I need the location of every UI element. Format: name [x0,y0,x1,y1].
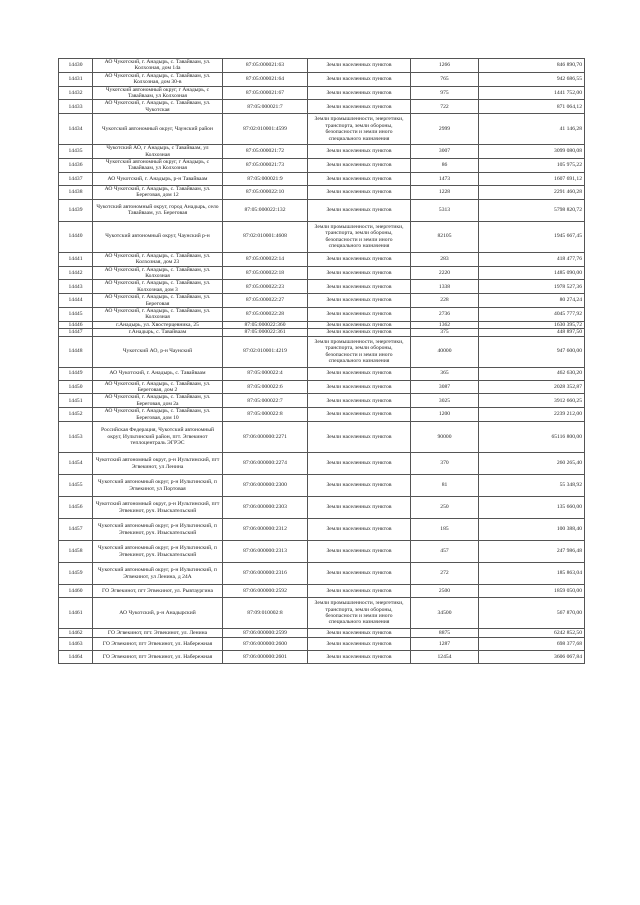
row-number-cell: 14444 [59,294,93,308]
row-number-cell: 14449 [59,367,93,380]
address-cell: АО Чукотский, г. Анадырь, с. Тавайваам, ул. Береговая [93,294,223,308]
cadastral-value-cell: 846 890,70 [479,59,585,73]
cadastral-value-cell: 2028 352,87 [479,380,585,394]
cadastral-number-cell: 87:06:000000:2271 [223,422,308,453]
row-number-cell: 14457 [59,519,93,541]
table-row [59,585,585,598]
row-number-cell: 14440 [59,221,93,252]
address-cell: АО Чукотский, г. Анадырь, р-н Тавайваам [93,172,223,185]
area-cell: 1338 [411,280,479,294]
row-number-cell: 14453 [59,422,93,453]
row-number-cell: 14430 [59,59,93,73]
table-row [59,252,585,266]
row-number-cell: 14434 [59,114,93,145]
land-category-cell: Земли населенных пунктов [308,172,411,185]
table-row [59,367,585,380]
table-row [59,380,585,394]
land-category-cell: Земли населенных пунктов [308,563,411,585]
cadastral-value-cell: 1978 527,36 [479,280,585,294]
cadastral-value-cell: 4045 777,92 [479,307,585,321]
cadastral-number-cell: 87:06:000000:2316 [223,563,308,585]
address-cell: АО Чукотский, г. Анадырь, с. Тавайваам, ул. Береговая, дом 10 [93,408,223,422]
address-cell: АО Чукотский, г. Анадырь, с. Тавайваам, ул. Колхозная [93,266,223,280]
land-category-cell: Земли населенных пунктов [308,321,411,328]
area-cell: 765 [411,72,479,86]
area-cell: 81 [411,475,479,497]
cadastral-number-cell: 87:02:010001:4219 [223,336,308,367]
area-cell: 365 [411,367,479,380]
land-category-cell: Земли населенных пунктов [308,86,411,100]
row-number-cell: 14456 [59,497,93,519]
cadastral-value-cell: 462 630,20 [479,367,585,380]
cadastral-value-cell: 871 064,12 [479,100,585,114]
cadastral-number-cell: 87:06:000000:2600 [223,638,308,651]
cadastral-value-cell: 1945 667,45 [479,221,585,252]
area-cell: 370 [411,453,479,475]
land-category-cell: Земли населенных пунктов [308,59,411,73]
cadastral-number-cell: 87:05:000022:23 [223,280,308,294]
table-row [59,294,585,308]
cadastral-number-cell: 87:05:000022:28 [223,307,308,321]
table-row [59,563,585,585]
row-number-cell: 14437 [59,172,93,185]
area-cell: 12454 [411,651,479,664]
cadastral-value-cell: 260 265,40 [479,453,585,475]
address-cell: Чукотский АО, р-н Чаунский [93,336,223,367]
cadastral-number-cell: 87:05:000022:361 [223,329,308,336]
address-cell: ГО Эгвекинот, пгт Эгвекинот, ул. Набережная [93,651,223,664]
row-number-cell: 14442 [59,266,93,280]
area-cell: 457 [411,541,479,563]
land-category-cell: Земли населенных пунктов [308,307,411,321]
land-category-cell: Земли населенных пунктов [308,280,411,294]
cadastral-value-cell: 947 600,00 [479,336,585,367]
row-number-cell: 14447 [59,329,93,336]
land-category-cell: Земли населенных пунктов [308,145,411,159]
cadastral-number-cell: 87:05:000021:63 [223,59,308,73]
row-number-cell: 14455 [59,475,93,497]
land-category-cell: Земли населенных пунктов [308,159,411,173]
address-cell: АО Чукотский, г. Анадырь, с. Тавайваам, ул. Колхозная [93,307,223,321]
cadastral-value-cell: 1485 090,00 [479,266,585,280]
area-cell: 250 [411,497,479,519]
area-cell: 5313 [411,199,479,221]
cadastral-number-cell: 87:06:000000:2274 [223,453,308,475]
cadastral-value-cell: 105 975,22 [479,159,585,173]
row-number-cell: 14436 [59,159,93,173]
area-cell: 8875 [411,629,479,638]
address-cell: Чукотский автономный округ, р-н Иультинский, п Эгвекинот, ул Портовая [93,475,223,497]
land-category-cell: Земли населенных пунктов [308,638,411,651]
cadastral-number-cell: 87:05:000022:4 [223,367,308,380]
row-number-cell: 14439 [59,199,93,221]
area-cell: 283 [411,252,479,266]
cadastral-number-cell: 87:05:000021:73 [223,159,308,173]
land-category-cell: Земли промышленности, энергетики, транспорта, земли обороны, безопасности и земли иного специального назначения [308,598,411,629]
area-cell: 82105 [411,221,479,252]
table-row [59,221,585,252]
address-cell: Чукотский автономный округ, г Анадырь, с Тавайваам, ул Колхозная [93,159,223,173]
land-category-cell: Земли населенных пунктов [308,72,411,86]
table-row [59,280,585,294]
cadastral-value-cell: 185 863,04 [479,563,585,585]
table-row [59,541,585,563]
table-row [59,453,585,475]
table-row [59,72,585,86]
area-cell: 722 [411,100,479,114]
table-row [59,86,585,100]
cadastral-number-cell: 87:09:010002:8 [223,598,308,629]
table-row [59,408,585,422]
address-cell: Чукотский автономный округ, р-н Иультинский, п Эгвекинот, руч. Изыскательский [93,519,223,541]
cadastral-number-cell: 87:06:000000:2312 [223,519,308,541]
address-cell: ГО Эгвекинот, пгт. Эгвекинот, ул. Ленина [93,629,223,638]
row-number-cell: 14432 [59,86,93,100]
land-category-cell: Земли населенных пунктов [308,519,411,541]
table-row [59,336,585,367]
area-cell: 1287 [411,638,479,651]
table-row [59,422,585,453]
address-cell: ГО Эгвекинот, пгт Эгвекинот, ул. Рывтаургина [93,585,223,598]
address-cell: г.Анадырь, ул. Хвостерцевника, 25 [93,321,223,328]
cadastral-number-cell: 87:05:000021:64 [223,72,308,86]
cadastral-value-cell: 1441 752,00 [479,86,585,100]
area-cell: 1266 [411,59,479,73]
cadastral-value-cell: 247 986,48 [479,541,585,563]
land-category-cell: Земли промышленности, энергетики, транспорта, земли обороны, безопасности и земли иного специального назначения [308,221,411,252]
row-number-cell: 14433 [59,100,93,114]
table-row [59,172,585,185]
area-cell: 1200 [411,408,479,422]
land-category-cell: Земли населенных пунктов [308,380,411,394]
address-cell: Российская Федерация, Чукотский автономный округ, Иультинский район, пгт. Эгвекинот теплоцентраль ЭГРЭС [93,422,223,453]
table-row [59,475,585,497]
table-row [59,199,585,221]
address-cell: Чукотский автономный округ, Чаунский р-н [93,221,223,252]
table-row [59,321,585,328]
land-category-cell: Земли населенных пунктов [308,408,411,422]
row-number-cell: 14461 [59,598,93,629]
cadastral-value-cell: 41 146,28 [479,114,585,145]
address-cell: АО Чукотский, г. Анадырь, с. Тавайваам, ул. Колхозная, дом 23 [93,252,223,266]
cadastral-number-cell: 87:05:000022:8 [223,408,308,422]
address-cell: АО Чукотский, г. Анадырь, с. Тавайваам [93,367,223,380]
cadastral-value-cell: 448 897,50 [479,329,585,336]
land-category-cell: Земли населенных пунктов [308,294,411,308]
row-number-cell: 14450 [59,380,93,394]
cadastral-value-cell: 698 377,68 [479,638,585,651]
area-cell: 1362 [411,321,479,328]
area-cell: 1228 [411,185,479,199]
cadastral-number-cell: 87:06:000000:2313 [223,541,308,563]
row-number-cell: 14462 [59,629,93,638]
cadastral-number-cell: 87:05:000022:14 [223,252,308,266]
table-row [59,114,585,145]
table-row [59,638,585,651]
row-number-cell: 14446 [59,321,93,328]
land-category-cell: Земли промышленности, энергетики, транспорта, земли обороны, безопасности и земли иного специального назначения [308,114,411,145]
area-cell: 185 [411,519,479,541]
cadastral-number-cell: 87:05:000022:360 [223,321,308,328]
area-cell: 228 [411,294,479,308]
land-category-cell: Земли населенных пунктов [308,422,411,453]
address-cell: АО Чукотский, р-н Анадырский [93,598,223,629]
table-body [59,59,585,664]
cadastral-number-cell: 87:05:000022:27 [223,294,308,308]
address-cell: АО Чукотский, г. Анадырь, с. Тавайваам, ул. Колхозная, дом 3 [93,280,223,294]
cadastral-value-cell: 942 686,55 [479,72,585,86]
cadastral-number-cell: 87:05:000022:10 [223,185,308,199]
row-number-cell: 14452 [59,408,93,422]
cadastral-value-cell: 100 388,40 [479,519,585,541]
address-cell: Чукотский автономный округ, р-н Иультинский, п Эгвекинот, ул Ленина, д 24А [93,563,223,585]
table-row [59,59,585,73]
cadastral-number-cell: 87:05:000021:9 [223,172,308,185]
address-cell: Чукотский автономный округ, р-н Иультинский, пгт Эгвекинот, руч. Изыскательский [93,497,223,519]
cadastral-value-cell: 1859 050,00 [479,585,585,598]
cadastral-value-cell: 1630 395,72 [479,321,585,328]
address-cell: Чукотский автономный округ, город Анадырь, село Тавайваам, ул. Береговая [93,199,223,221]
area-cell: 375 [411,329,479,336]
table-row [59,145,585,159]
area-cell: 1473 [411,172,479,185]
area-cell: 3087 [411,380,479,394]
cadastral-value-cell: 65116 800,00 [479,422,585,453]
land-category-cell: Земли промышленности, энергетики, транспорта, земли обороны, безопасности и земли иного специального назначения [308,336,411,367]
cadastral-value-cell: 567 870,00 [479,598,585,629]
area-cell: 272 [411,563,479,585]
table-row [59,519,585,541]
land-category-cell: Земли населенных пунктов [308,497,411,519]
land-category-cell: Земли населенных пунктов [308,199,411,221]
cadastral-number-cell: 87:05:000021:72 [223,145,308,159]
table-row [59,394,585,408]
table-row [59,651,585,664]
row-number-cell: 14460 [59,585,93,598]
table-row [59,497,585,519]
table-row [59,629,585,638]
table-row [59,159,585,173]
row-number-cell: 14448 [59,336,93,367]
cadastral-number-cell: 87:05:000021:7 [223,100,308,114]
address-cell: АО Чукотский, г. Анадырь, с. Тавайваам, ул. Береговая, дом 2а [93,394,223,408]
cadastral-value-cell: 418 477,76 [479,252,585,266]
land-category-cell: Земли населенных пунктов [308,629,411,638]
cadastral-value-cell: 55 348,92 [479,475,585,497]
table-row [59,598,585,629]
row-number-cell: 14435 [59,145,93,159]
cadastral-number-cell: 87:06:000000:2601 [223,651,308,664]
row-number-cell: 14438 [59,185,93,199]
area-cell: 2999 [411,114,479,145]
cadastral-value-cell: 135 660,00 [479,497,585,519]
land-category-cell: Земли населенных пунктов [308,252,411,266]
row-number-cell: 14431 [59,72,93,86]
land-category-cell: Земли населенных пунктов [308,585,411,598]
cadastral-number-cell: 87:06:000000:2599 [223,629,308,638]
address-cell: АО Чукотский, г. Анадырь, с. Тавайваам, ул. Береговая, дом 12 [93,185,223,199]
land-category-cell: Земли населенных пунктов [308,651,411,664]
row-number-cell: 14443 [59,280,93,294]
address-cell: ГО Эгвекинот, пгт Эгвекинот, ул. Набережная [93,638,223,651]
cadastral-value-cell: 3912 660,25 [479,394,585,408]
table-row [59,307,585,321]
address-cell: АО Чукотский, г. Анадырь, с. Тавайваам, ул. Колхозная, дом 14а [93,59,223,73]
cadastral-number-cell: 87:06:000000:2592 [223,585,308,598]
address-cell: АО Чукотский, г. Анадырь, с. Тавайваам, ул. Береговая, дом 2 [93,380,223,394]
address-cell: Чукотский автономный округ, р-н Иультинский, пгт Эгвекинот, ул Ленина [93,453,223,475]
cadastral-value-cell: 80 274,24 [479,294,585,308]
cadastral-value-cell: 1607 691,12 [479,172,585,185]
address-cell: Чукотский автономный округ, г Анадырь, с Тавайваам, ул Колхозная [93,86,223,100]
row-number-cell: 14464 [59,651,93,664]
cadastral-number-cell: 87:05:000022:6 [223,380,308,394]
cadastral-value-cell: 6242 852,50 [479,629,585,638]
cadastral-value-cell: 3099 080,08 [479,145,585,159]
address-cell: Чукотский автономный округ, р-н Иультинский, п Эгвекинот, руч. Изыскательский [93,541,223,563]
address-cell: Чукотский автономный округ, Чаунский район [93,114,223,145]
land-category-cell: Земли населенных пунктов [308,453,411,475]
cadastral-number-cell: 87:05:000022:18 [223,266,308,280]
row-number-cell: 14441 [59,252,93,266]
land-category-cell: Земли населенных пунктов [308,266,411,280]
row-number-cell: 14458 [59,541,93,563]
land-category-cell: Земли населенных пунктов [308,394,411,408]
cadastral-number-cell: 87:02:010001:4608 [223,221,308,252]
land-category-cell: Земли населенных пунктов [308,100,411,114]
row-number-cell: 14463 [59,638,93,651]
address-cell: Чукотский АО, г Анадырь, с Тавайваам, ул Колхозная [93,145,223,159]
cadastral-number-cell: 87:05:000022:7 [223,394,308,408]
row-number-cell: 14445 [59,307,93,321]
table-row [59,266,585,280]
land-category-cell: Земли населенных пунктов [308,367,411,380]
table-row [59,185,585,199]
cadastral-value-cell: 3606 067,84 [479,651,585,664]
cadastral-number-cell: 87:06:000000:2303 [223,497,308,519]
cadastral-number-cell: 87:05:000021:67 [223,86,308,100]
area-cell: 3007 [411,145,479,159]
cadastral-number-cell: 87:06:000000:2300 [223,475,308,497]
row-number-cell: 14451 [59,394,93,408]
cadastral-value-cell: 2291 460,28 [479,185,585,199]
land-category-cell: Земли населенных пунктов [308,541,411,563]
table-row [59,100,585,114]
area-cell: 3025 [411,394,479,408]
cadastral-number-cell: 87:02:010001:4599 [223,114,308,145]
land-registry-table [58,58,585,664]
area-cell: 975 [411,86,479,100]
cadastral-number-cell: 87:05:000022:132 [223,199,308,221]
address-cell: АО Чукотский, г. Анадырь, с. Тавайваам, ул. Чукотская [93,100,223,114]
area-cell: 40000 [411,336,479,367]
row-number-cell: 14459 [59,563,93,585]
table-row [59,329,585,336]
area-cell: 2500 [411,585,479,598]
land-category-cell: Земли населенных пунктов [308,329,411,336]
land-category-cell: Земли населенных пунктов [308,185,411,199]
address-cell: г.Анадырь, с. Тавайваам [93,329,223,336]
cadastral-value-cell: 5798 820,72 [479,199,585,221]
area-cell: 90000 [411,422,479,453]
area-cell: 2736 [411,307,479,321]
address-cell: АО Чукотский, г. Анадырь, с. Тавайваам, ул. Колхозная, дом 30-в [93,72,223,86]
row-number-cell: 14454 [59,453,93,475]
cadastral-value-cell: 2239 212,00 [479,408,585,422]
land-category-cell: Земли населенных пунктов [308,475,411,497]
area-cell: 34500 [411,598,479,629]
area-cell: 2220 [411,266,479,280]
area-cell: 86 [411,159,479,173]
